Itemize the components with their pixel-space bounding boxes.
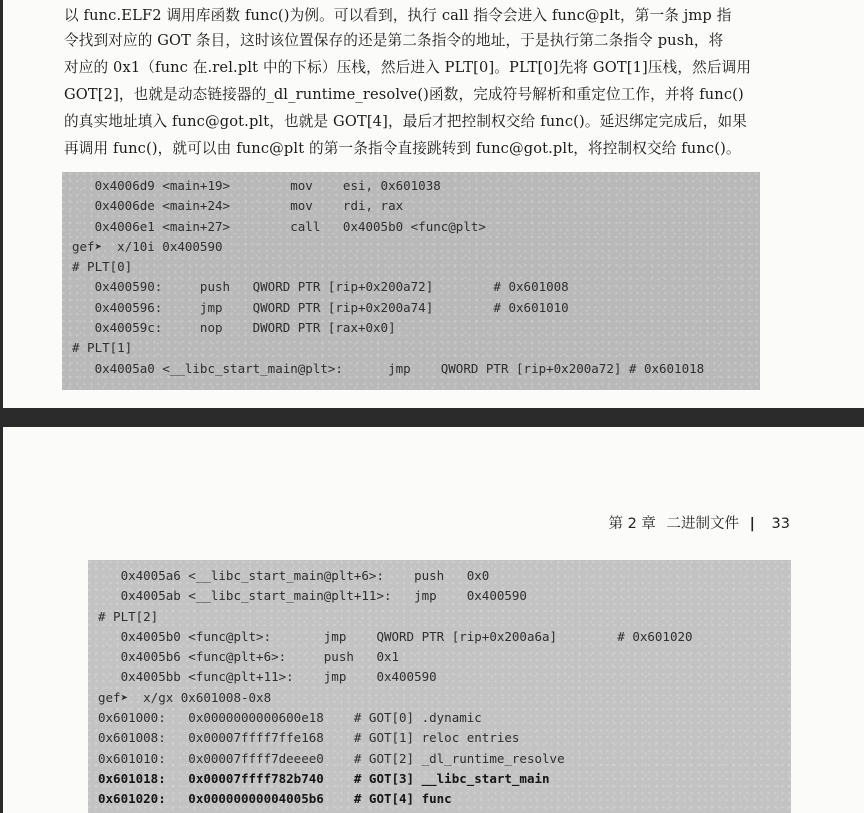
code-line: 0x400596: jmp QWORD PTR [rip+0x200a74] # 0x601010 (72, 299, 569, 315)
body-paragraph (64, 0, 764, 162)
code-line: 0x4006de <main+24> mov rdi, rax (72, 198, 404, 214)
running-header (602, 512, 790, 533)
code-line: gef➤ x/10i 0x400590 (72, 238, 223, 254)
code-line: # PLT[1] (72, 340, 133, 356)
chapter-number: 第 2 章 (608, 516, 656, 532)
code-listing-bottom (88, 560, 791, 813)
paragraph-line: 的真实地址填入 func@got.plt，也就是 GOT[4]，最后才把控制权交给 func()。延迟绑定完成后，如果 (64, 113, 748, 130)
code-line: 0x601008: 0x00007ffff7ffe168 # GOT[1] reloc entries (98, 730, 520, 746)
paragraph-line: 令找到对应的 GOT 条目，这时该位置保存的还是第二条指令的地址，于是执行第二条指令 push，将 (64, 32, 724, 49)
header-separator: | (749, 516, 755, 532)
paragraph-line: 再调用 func()，就可以由 func@plt 的第一条指令直接跳转到 func@got.plt，将控制权交给 func()。 (64, 140, 741, 157)
page-gap-divider (0, 408, 864, 427)
page-number: 33 (771, 516, 790, 532)
code-line: 0x4006d9 <main+19> mov esi, 0x601038 (72, 178, 441, 193)
code-line-highlighted: 0x601020: 0x00000000004005b6 # GOT[4] func (98, 791, 452, 807)
code-line: 0x40059c: nop DWORD PTR [rax+0x0] (72, 320, 396, 336)
code-line: # PLT[0] (72, 259, 133, 275)
code-line: 0x4005b6 <func@plt+6>: push 0x1 (98, 649, 400, 665)
code-listing-top (62, 172, 760, 390)
code-block (62, 176, 760, 379)
code-line: 0x601000: 0x0000000000600e18 # GOT[0] .dynamic (98, 710, 482, 726)
code-line: 0x4005b0 <func@plt>: jmp QWORD PTR [rip+0x200a6a] # 0x601020 (98, 628, 693, 644)
code-line: 0x601010: 0x00007ffff7deeee0 # GOT[2] _dl_runtime_resolve (98, 750, 565, 766)
code-line: gef➤ x/gx 0x601008-0x8 (98, 689, 272, 705)
paragraph-line: 以 func.ELF2 调用库函数 func()为例。可以看到，执行 call 指令会进入 func@plt，第一条 jmp 指 (64, 7, 732, 24)
code-block (88, 566, 791, 810)
code-line-highlighted: 0x601018: 0x00007ffff782b740 # GOT[3] __libc_start_main (98, 770, 550, 786)
paragraph-line: 对应的 0x1（func 在.rel.plt 中的下标）压栈，然后进入 PLT[0]。PLT[0]先将 GOT[1]压栈，然后调用 (64, 59, 752, 76)
code-line: # PLT[2] (98, 608, 159, 624)
code-line: 0x4005a6 <__libc_start_main@plt+6>: push 0x0 (98, 568, 490, 583)
code-line: 0x4005a0 <__libc_start_main@plt>: jmp QWORD PTR [rip+0x200a72] # 0x601018 (72, 360, 705, 376)
page-edge (0, 427, 3, 813)
code-line: 0x400590: push QWORD PTR [rip+0x200a72] # 0x601008 (72, 279, 569, 295)
code-line: 0x4005ab <__libc_start_main@plt+11>: jmp 0x400590 (98, 588, 527, 604)
code-line: 0x4006e1 <main+27> call 0x4005b0 <func@plt> (72, 218, 486, 234)
page-edge (0, 0, 3, 408)
chapter-title: 二进制文件 (666, 516, 740, 532)
paragraph-line: GOT[2]，也就是动态链接器的_dl_runtime_resolve()函数，完成符号解析和重定位工作，并将 func() (64, 86, 744, 103)
code-line: 0x4005bb <func@plt+11>: jmp 0x400590 (98, 669, 437, 685)
